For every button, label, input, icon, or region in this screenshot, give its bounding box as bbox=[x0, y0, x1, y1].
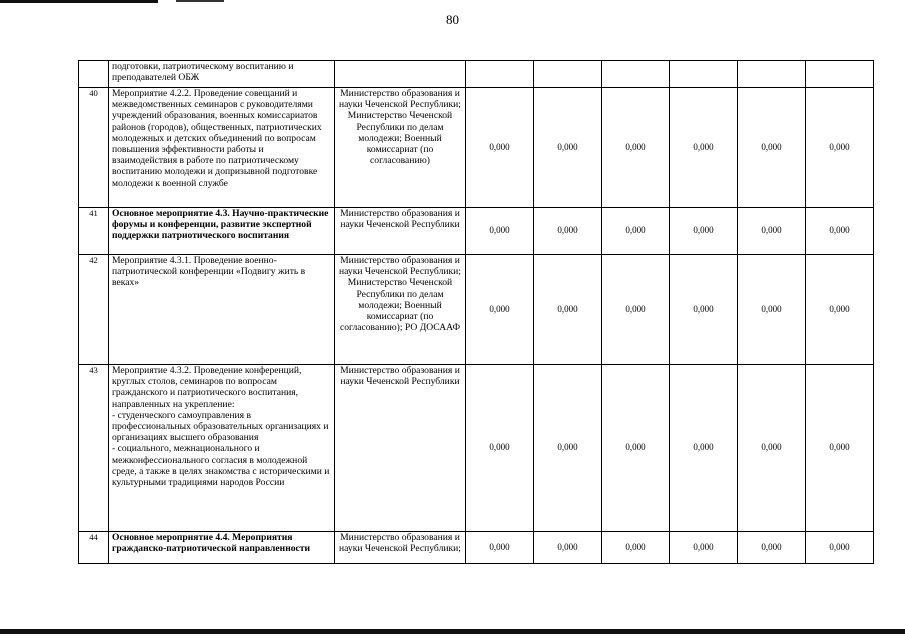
funding-value: 0,000 bbox=[806, 532, 874, 564]
funding-value: 0,000 bbox=[670, 365, 738, 532]
funding-value: 0,000 bbox=[534, 208, 602, 255]
measure-description: подготовки, патриотическому воспитанию и преподавателей ОБЖ bbox=[109, 61, 335, 88]
funding-value: 0,000 bbox=[534, 532, 602, 564]
responsible-executor: Министерство образования и науки Чеченской Республики bbox=[335, 365, 466, 532]
funding-value: 0,000 bbox=[602, 208, 670, 255]
top-rule-left bbox=[0, 0, 158, 3]
funding-value bbox=[466, 61, 534, 88]
funding-value: 0,000 bbox=[534, 88, 602, 208]
responsible-executor bbox=[335, 61, 466, 88]
funding-value: 0,000 bbox=[534, 365, 602, 532]
measure-description: Основное мероприятие 4.4. Мероприятия гражданско-патриотической направленности bbox=[109, 532, 335, 564]
row-number: 41 bbox=[79, 208, 109, 255]
table-row bbox=[79, 88, 874, 208]
responsible-executor: Министерство образования и науки Чеченской Республики; bbox=[335, 532, 466, 564]
funding-value: 0,000 bbox=[466, 88, 534, 208]
funding-value: 0,000 bbox=[738, 532, 806, 564]
page-number: 80 bbox=[446, 12, 459, 27]
table-row bbox=[79, 208, 874, 255]
funding-value bbox=[738, 61, 806, 88]
funding-value: 0,000 bbox=[602, 88, 670, 208]
funding-value: 0,000 bbox=[738, 255, 806, 365]
funding-value: 0,000 bbox=[670, 532, 738, 564]
top-rule-right bbox=[176, 0, 224, 2]
row-number: 40 bbox=[79, 88, 109, 208]
responsible-executor: Министерство образования и науки Чеченской Республики bbox=[335, 208, 466, 255]
measures-table bbox=[78, 60, 874, 564]
bottom-rule bbox=[0, 629, 905, 634]
funding-value: 0,000 bbox=[670, 255, 738, 365]
row-number: 42 bbox=[79, 255, 109, 365]
measure-description: Мероприятие 4.3.1. Проведение военно-патриотической конференции «Подвигу жить в веках» bbox=[109, 255, 335, 365]
funding-value: 0,000 bbox=[602, 365, 670, 532]
funding-value: 0,000 bbox=[466, 255, 534, 365]
funding-value bbox=[602, 61, 670, 88]
responsible-executor: Министерство образования и науки Чеченской Республики; Министерство Чеченской Республики по делам молодежи; Военный комиссариат (по согласованию); РО ДОСААФ bbox=[335, 255, 466, 365]
table-row bbox=[79, 255, 874, 365]
responsible-executor: Министерство образования и науки Чеченской Республики; Министерство Чеченской Республики по делам молодежи; Военный комиссариат (по согласованию) bbox=[335, 88, 466, 208]
funding-value: 0,000 bbox=[806, 88, 874, 208]
measure-description: Мероприятие 4.2.2. Проведение совещаний и межведомственных семинаров с руководителями учреждений образования, военных комиссариатов районов (городов), общественных, патриотических молодежных и детских объединений по вопросам повышения эффективности работы и взаимодействия в работе по патриотическому воспитанию молодежи и допризывной подготовке молодежи к военной службе bbox=[109, 88, 335, 208]
table-body bbox=[79, 61, 874, 564]
funding-value: 0,000 bbox=[466, 208, 534, 255]
table-row bbox=[79, 61, 874, 88]
row-number bbox=[79, 61, 109, 88]
funding-value bbox=[806, 61, 874, 88]
measure-description: Мероприятие 4.3.2. Проведение конференций, круглых столов, семинаров по вопросам гражданского и патриотического воспитания, направленных на укрепление: - студенческого самоуправления в профессиональных образовательных организациях и организациях высшего образования - социального, межнационального и межконфессионального согласия в молодежной среде, а также в целях знакомства с историческими и культурными традициями народов России bbox=[109, 365, 335, 532]
funding-value: 0,000 bbox=[806, 365, 874, 532]
row-number: 43 bbox=[79, 365, 109, 532]
funding-value: 0,000 bbox=[602, 255, 670, 365]
funding-value: 0,000 bbox=[806, 255, 874, 365]
measure-description: Основное мероприятие 4.3. Научно-практические форумы и конференции, развитие экспертной поддержки патриотического воспитания bbox=[109, 208, 335, 255]
funding-value bbox=[670, 61, 738, 88]
funding-value: 0,000 bbox=[466, 365, 534, 532]
table-row bbox=[79, 532, 874, 564]
funding-value: 0,000 bbox=[738, 208, 806, 255]
funding-value: 0,000 bbox=[602, 532, 670, 564]
funding-value: 0,000 bbox=[670, 88, 738, 208]
funding-value: 0,000 bbox=[534, 255, 602, 365]
row-number: 44 bbox=[79, 532, 109, 564]
funding-value: 0,000 bbox=[738, 365, 806, 532]
funding-value bbox=[534, 61, 602, 88]
funding-value: 0,000 bbox=[806, 208, 874, 255]
table-row bbox=[79, 365, 874, 532]
funding-value: 0,000 bbox=[738, 88, 806, 208]
funding-value: 0,000 bbox=[466, 532, 534, 564]
funding-value: 0,000 bbox=[670, 208, 738, 255]
